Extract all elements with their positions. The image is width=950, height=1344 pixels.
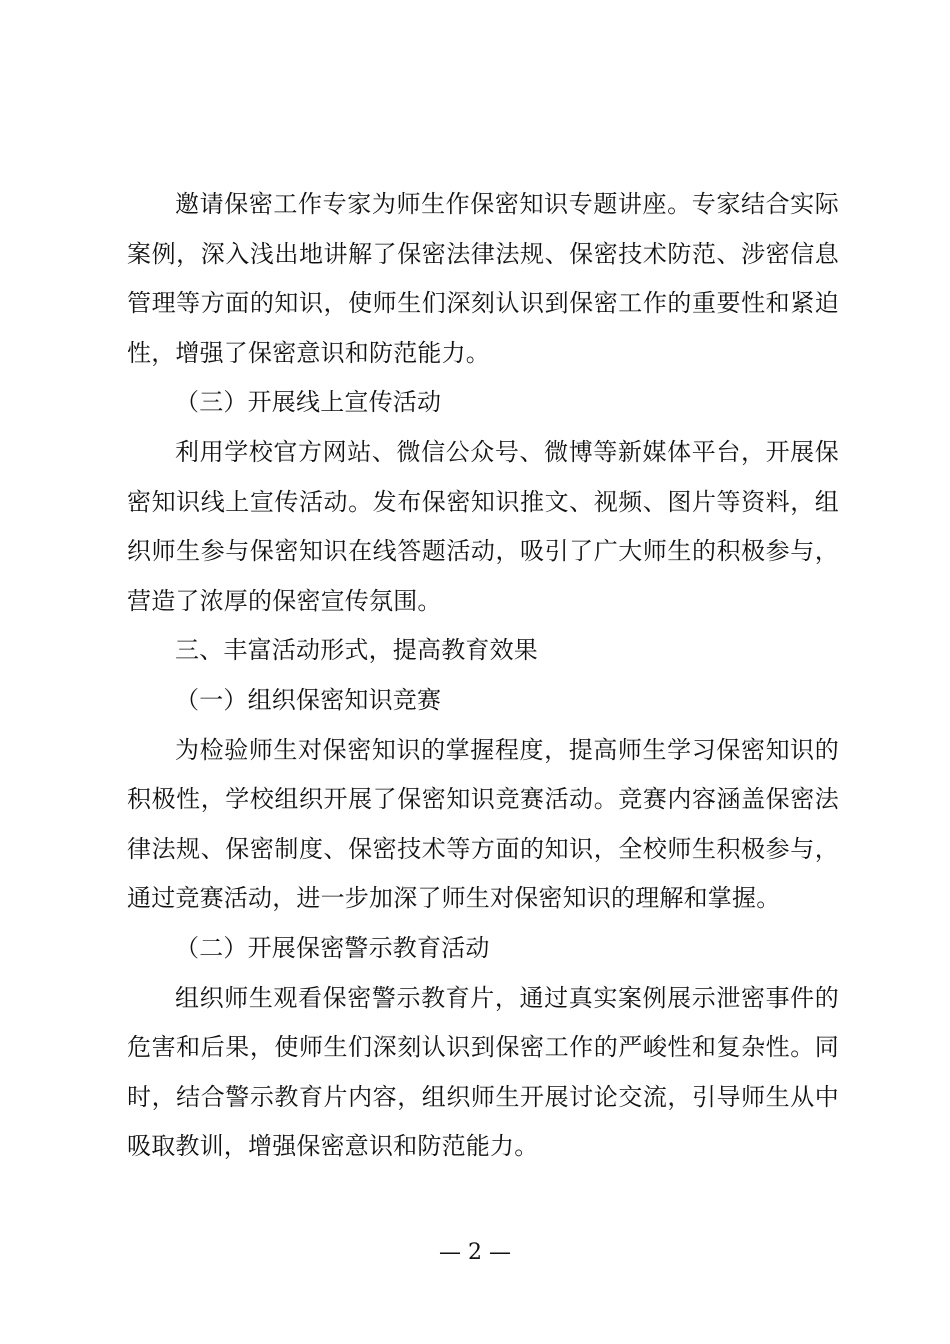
paragraph-expert-lecture: 邀请保密工作专家为师生作保密知识专题讲座。专家结合实际案例，深入浅出地讲解了保密法律法规、保密技术防范、涉密信息管理等方面的知识，使师生们深刻认识到保密工作的重要性和紧迫性，增强了保密意识和防范能力。 (127, 190, 839, 367)
paragraph-knowledge-contest: 为检验师生对保密知识的掌握程度，提高师生学习保密知识的积极性，学校组织开展了保密知识竞赛活动。竞赛内容涵盖保密法律法规、保密制度、保密技术等方面的知识，全校师生积极参与，通过竞赛活动，进一步加深了师生对保密知识的理解和掌握。 (127, 735, 839, 913)
document-body (127, 180, 839, 1172)
heading-online-campaign: （三）开展线上宣传活动 (175, 388, 442, 417)
page-number: — 2 — (439, 1240, 511, 1265)
section-heading-enrich-activities: 三、丰富活动形式，提高教育效果 (175, 636, 538, 665)
paragraph-warning-education: 组织师生观看保密警示教育片，通过真实案例展示泄密事件的危害和后果，使师生们深刻认识到保密工作的严峻性和复杂性。同时，结合警示教育片内容，组织师生开展讨论交流，引导师生从中吸取教训，增强保密意识和防范能力。 (127, 983, 839, 1161)
heading-warning-education: （二）开展保密警示教育活动 (175, 933, 490, 962)
paragraph-online-campaign: 利用学校官方网站、微信公众号、微博等新媒体平台，开展保密知识线上宣传活动。发布保密知识推文、视频、图片等资料，组织师生参与保密知识在线答题活动，吸引了广大师生的积极参与，营造了浓厚的保密宣传氛围。 (127, 437, 839, 615)
heading-knowledge-contest: （一）组织保密知识竞赛 (175, 685, 442, 714)
